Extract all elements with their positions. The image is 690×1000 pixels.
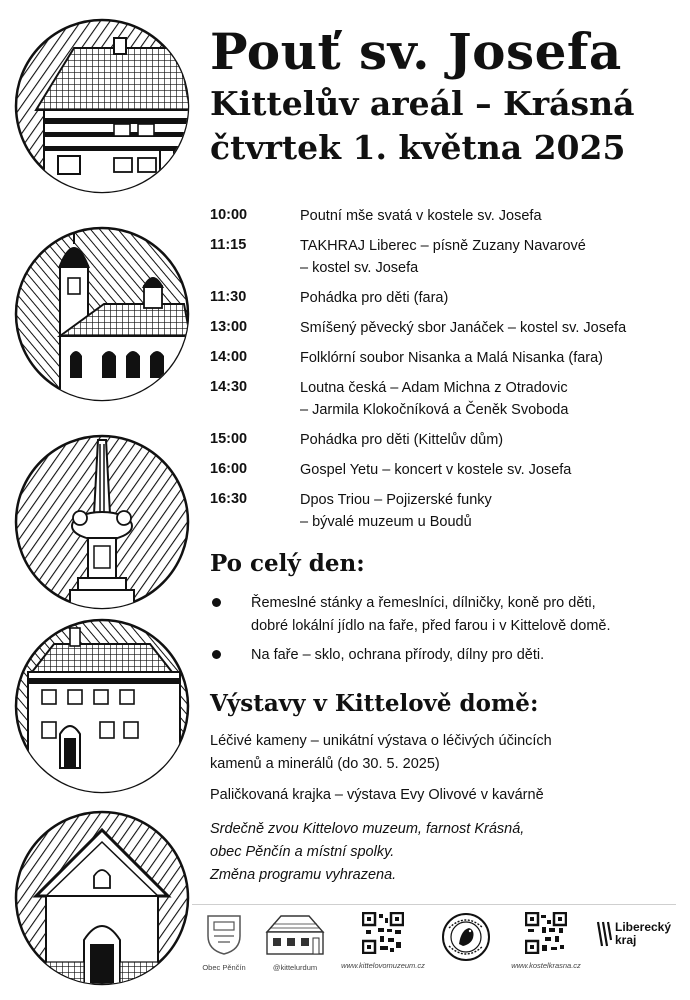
schedule-text: Smíšený pěvecký sbor Janáček – kostel sv. Josefa (300, 320, 627, 336)
schedule-text: Pohádka pro děti (Kittelův dům) (300, 432, 504, 448)
schedule-row (210, 205, 680, 227)
exhibition-text: Léčivé kameny – unikátní výstava o léčivých účincích (210, 733, 552, 749)
schedule-row (210, 347, 680, 369)
schedule-row (210, 317, 680, 339)
obec-pencin-logo (194, 912, 254, 972)
exhibitions-list (210, 730, 680, 815)
region-stripes-icon (596, 920, 612, 948)
chapel-illustration (14, 810, 190, 986)
event-title: Pouť sv. Josefa (210, 22, 622, 81)
museum-web-qr (336, 912, 430, 970)
schedule-time: 11:15 (210, 237, 247, 253)
schedule-text: Poutní mše svatá v kostele sv. Josefa (300, 208, 542, 224)
invitation-line: Srdečně zvou Kittelovo muzeum, farnost Krásná, (210, 821, 525, 837)
schedule-text: Gospel Yetu – koncert v kostele sv. Josefa (300, 462, 572, 478)
schedule-time: 14:00 (210, 349, 248, 365)
qr-code-icon (525, 912, 567, 954)
schedule-text: Loutna česká – Adam Michna z Otradovic (300, 380, 568, 396)
schedule-row (210, 459, 680, 481)
schedule-time: 10:00 (210, 207, 248, 223)
schedule-time: 16:00 (210, 461, 248, 477)
schedule-row (210, 287, 680, 309)
invitation-note (210, 818, 680, 887)
exhibitions-heading: Výstavy v Kittelově domě: (210, 690, 539, 717)
rectory-illustration (14, 618, 190, 794)
program-change-note: Změna programu vyhrazena. (210, 867, 397, 883)
schedule-list (210, 205, 680, 541)
schedule-text-cont: – kostel sv. Josefa (300, 260, 419, 276)
event-title-block (210, 22, 680, 170)
kittel-museum-seal (436, 912, 496, 967)
region-name: Liberecký (615, 920, 672, 934)
church-illustration (14, 226, 190, 402)
schedule-time: 16:30 (210, 491, 248, 507)
list-item (210, 592, 680, 638)
bullet-icon (212, 598, 221, 607)
kittel-house-logo (258, 912, 332, 972)
schedule-time: 15:00 (210, 431, 248, 447)
schedule-time: 14:30 (210, 379, 248, 395)
schedule-row (210, 429, 680, 451)
logo-caption: www.kittelovomuzeum.cz (341, 961, 425, 970)
list-item-text: Řemeslné stánky a řemeslníci, dílničky, koně pro děti, (251, 595, 596, 611)
liberecky-kraj-logo (596, 912, 680, 948)
exhibition-item (210, 784, 680, 807)
event-venue: Kittelův areál – Krásná (210, 84, 635, 123)
all-day-heading: Po celý den: (210, 550, 365, 577)
exhibition-text-cont: kamenů a minerálů (do 30. 5. 2025) (210, 756, 440, 772)
schedule-text: Dpos Triou – Pojizerské funky (300, 492, 492, 508)
logo-caption: @kittelurdum (272, 963, 318, 972)
qr-code-icon (362, 912, 404, 954)
schedule-time: 13:00 (210, 319, 248, 335)
list-item-text-cont: dobré lokální jídlo na faře, před farou i v Kittelově domě. (251, 618, 611, 634)
timber-house-illustration (14, 18, 190, 194)
house-drawing-icon (263, 912, 327, 956)
coat-of-arms-icon (204, 912, 244, 956)
list-item (210, 644, 680, 667)
exhibition-text: Paličkovaná krajka – výstava Evy Olivové v kavárně (210, 787, 544, 803)
exhibition-item (210, 730, 680, 776)
all-day-list (210, 592, 680, 673)
bullet-icon (212, 650, 221, 659)
schedule-text-cont: – bývalé muzeum u Boudů (300, 514, 472, 530)
schedule-row (210, 235, 680, 279)
schedule-text: TAKHRAJ Liberec – písně Zuzany Navarové (300, 238, 586, 254)
church-web-qr (498, 912, 594, 970)
schedule-time: 11:30 (210, 289, 247, 305)
statue-column-illustration (14, 434, 190, 610)
invitation-line: obec Pěnčín a místní spolky. (210, 844, 395, 860)
logo-caption: www.kostelkrasna.cz (511, 961, 581, 970)
footer-divider (192, 904, 676, 905)
event-date: čtvrtek 1. května 2025 (210, 128, 626, 167)
schedule-text: Folklórní soubor Nisanka a Malá Nisanka (fara) (300, 350, 604, 366)
region-word: kraj (615, 933, 637, 947)
museum-seal-icon (441, 912, 491, 962)
footer-logos (192, 912, 682, 992)
schedule-text: Pohádka pro děti (fara) (300, 290, 449, 306)
logo-caption: Obec Pěnčín (202, 963, 246, 972)
list-item-text: Na faře – sklo, ochrana přírody, dílny pro děti. (251, 647, 545, 663)
schedule-row (210, 377, 680, 421)
schedule-text-cont: – Jarmila Klokočníková a Čeněk Svoboda (300, 402, 569, 418)
schedule-row (210, 489, 680, 533)
